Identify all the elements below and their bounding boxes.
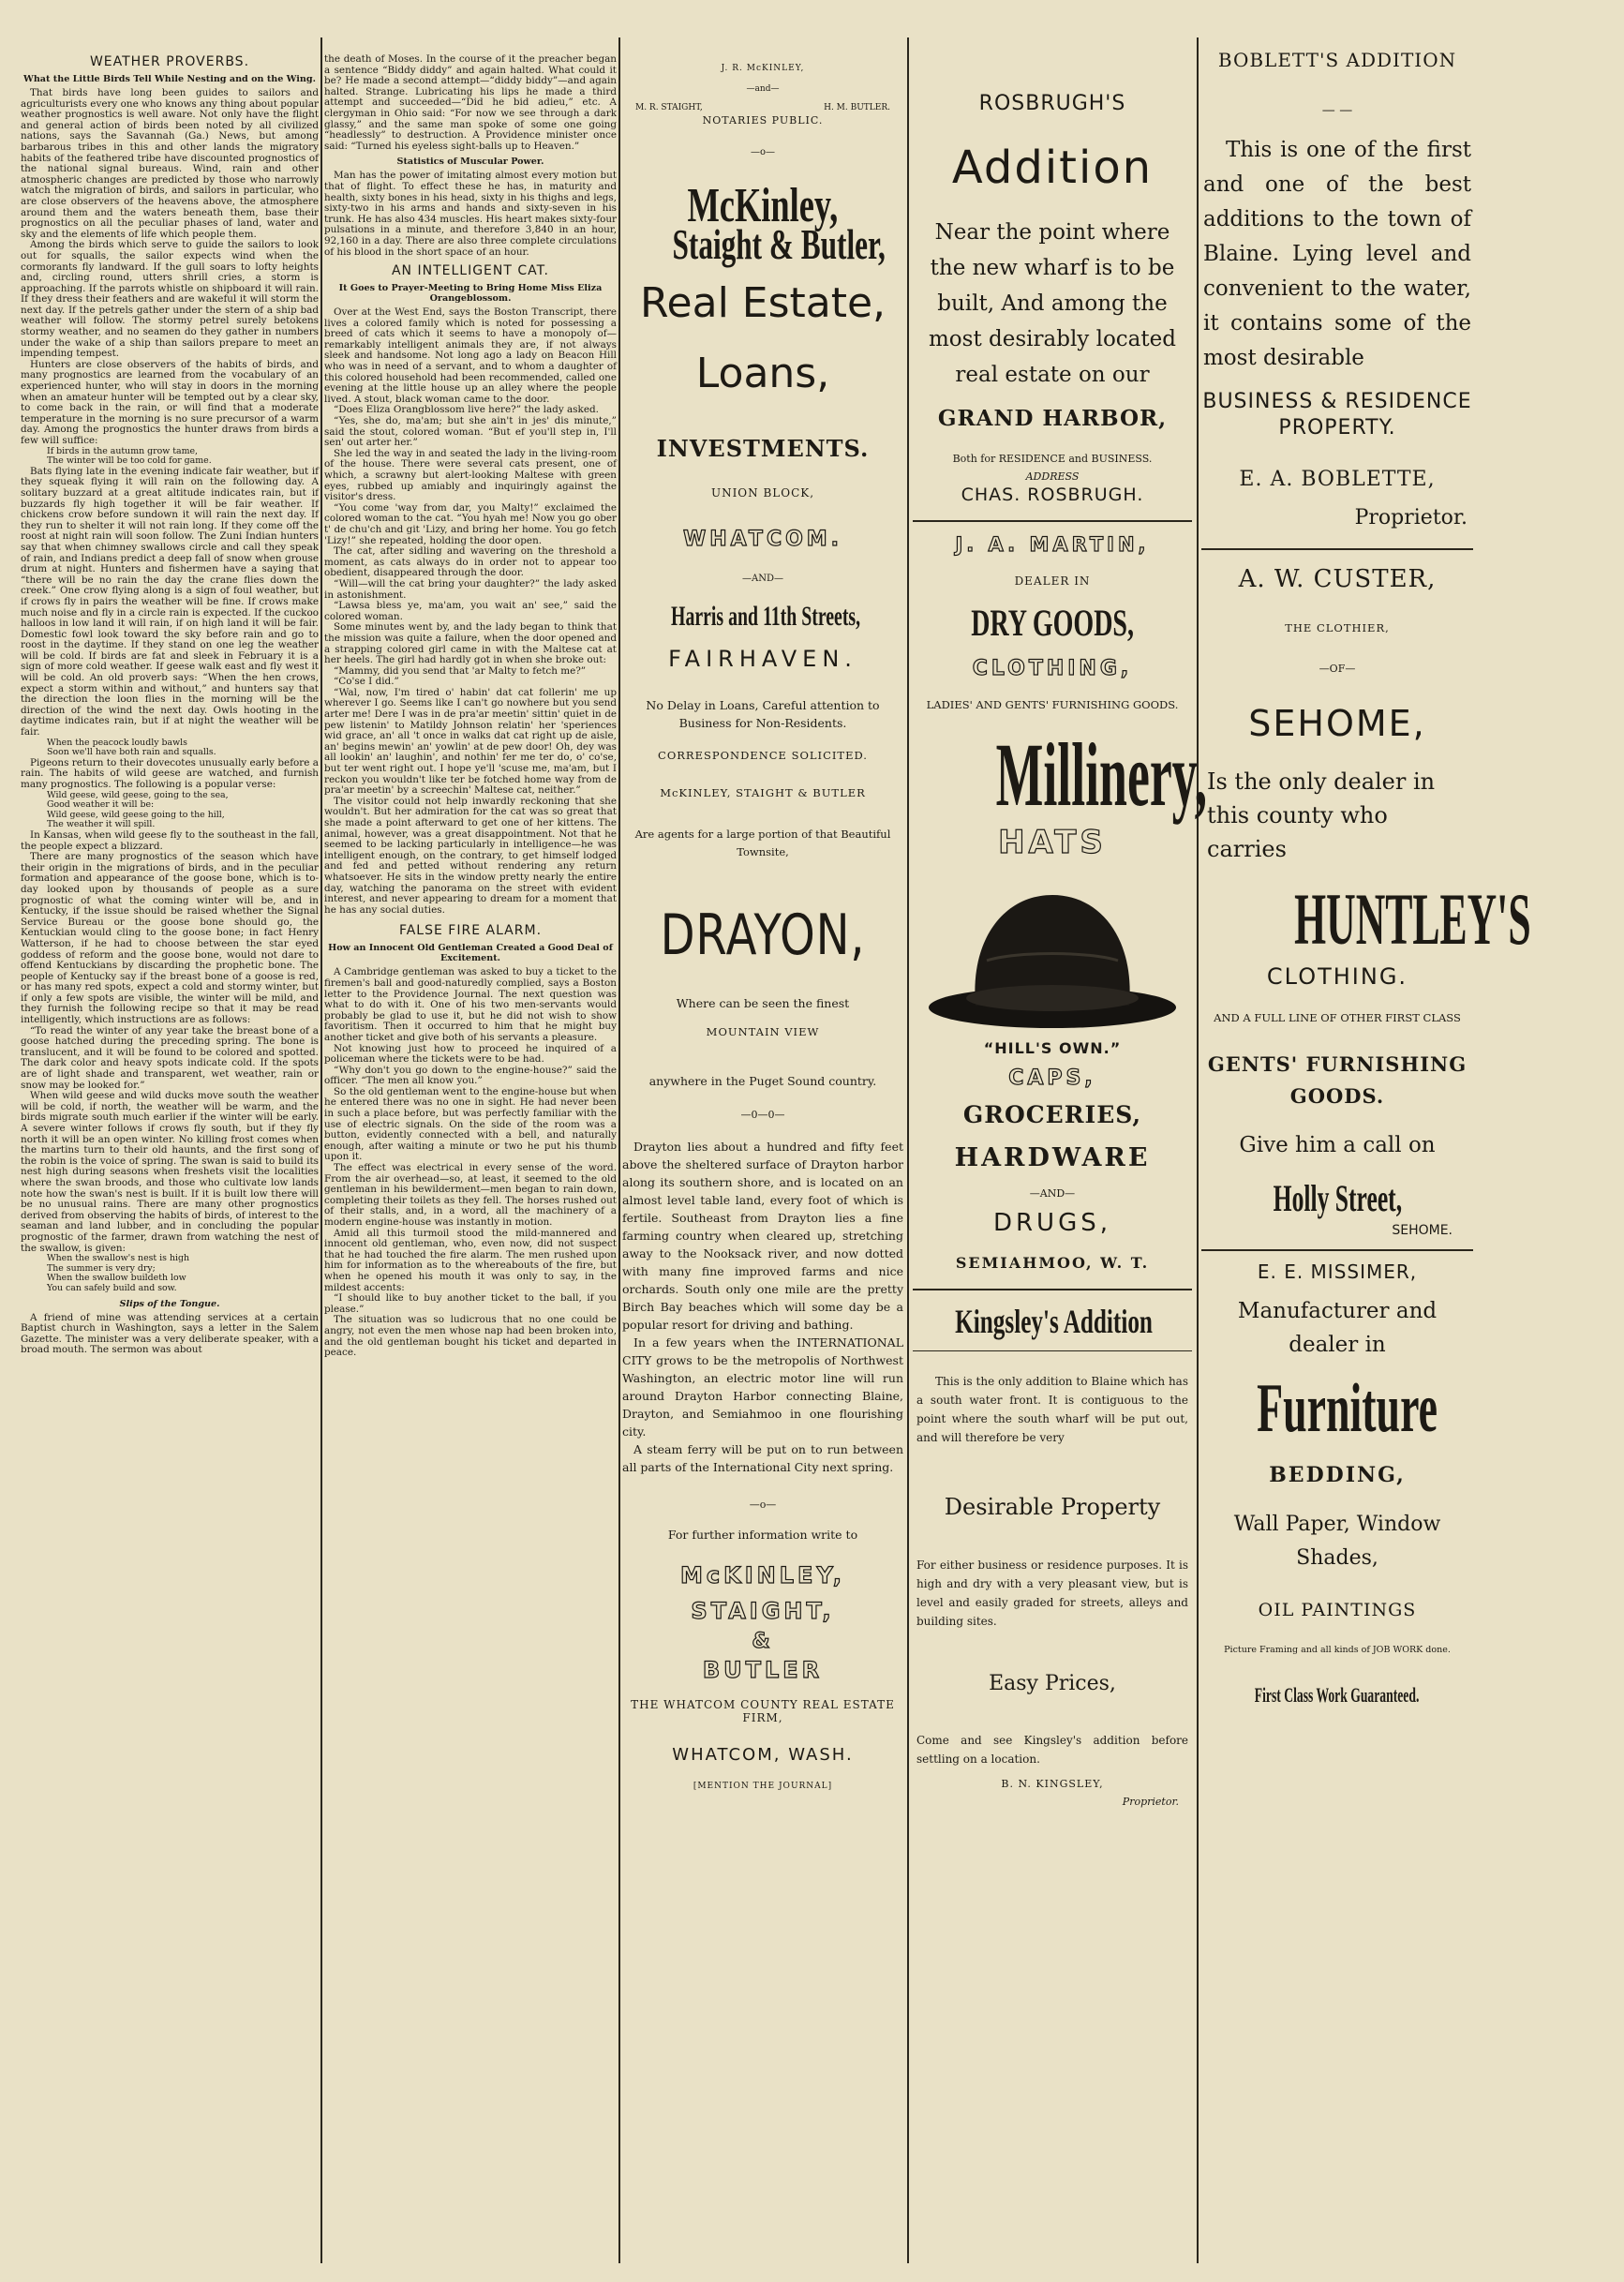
paragraph: She led the way in and seated the lady in the living-room of the house. There were several cats present, one of which, a scrawny but alert-looking Maltese with green eyes, rubbed up amiably and inquiringly against the visitor's dress. xyxy=(324,447,617,503)
divider xyxy=(1201,1249,1473,1251)
paragraph: That birds have long been guides to sailors and agriculturists every one who knows any thing about popular weather prognostics is well aware. Not only have the flight and general action of birds been noted by all civilized nations, says the Savannah (Ga.) News, but among barbarous tribes in this and other lands the migratory habits of the feathered tribe have discounted prognostics of the national signal bureaus. Wind, rain and other atmospheric changes are predicted by those who narrowly watch the migration of birds, and sailors in particular, who are close observers of the heavens above, the atmosphere around them and the waters beneath them, base their prognostics on all the peculiar phases of land, water and sky and the elements of life which people them. xyxy=(21,87,319,240)
property-heading: BUSINESS & RESIDENCE PROPERTY. xyxy=(1202,390,1472,440)
ads-column-5 xyxy=(1201,0,1531,2282)
divider xyxy=(913,1350,1192,1351)
notice: THE CLOTHIER, xyxy=(1285,621,1390,634)
desirable-heading: Desirable Property xyxy=(944,1494,1161,1520)
firm-name: Staight & Butler, xyxy=(672,220,886,268)
firm-name: McKinley, xyxy=(687,179,839,232)
notice: MOUNTAIN VIEW xyxy=(706,1025,820,1038)
location: SEMIAHMOO, W. T. xyxy=(955,1254,1150,1272)
merchant-name: E. E. MISSIMER, xyxy=(1257,1260,1418,1283)
verse: When the peacock loudly bawls Soon we'll have both rain and squalls. xyxy=(47,737,216,758)
article-subtitle: It Goes to Prayer-Meeting to Bring Home Miss Eliza Orangeblossom. xyxy=(338,283,603,305)
article-title: WEATHER PROVERBS. xyxy=(89,54,250,69)
paragraph: Not knowing just how to proceed he inquired of a policeman where the tickets were to be had. xyxy=(324,1042,617,1066)
millinery-heading: Millinery, xyxy=(995,724,1208,825)
notice: Give him a call on xyxy=(1239,1133,1436,1157)
ads-column-4 xyxy=(913,0,1208,2282)
product-heading: OIL PAINTINGS xyxy=(1258,1600,1417,1620)
article-title: FALSE FIRE ALARM. xyxy=(398,923,543,939)
notice: Are agents for a large portion of that Beautiful Townsite, xyxy=(634,828,891,858)
partner-name: H. M. BUTLER. xyxy=(824,103,890,112)
paragraph: This is one of the first and one of the best additions to the town of Blaine. Lying level and convenient to the water, it contains some of the most desirable xyxy=(1203,138,1471,370)
real-estate-heading: Real Estate, xyxy=(639,279,886,327)
column-rule xyxy=(320,37,322,2263)
paragraph: “Will—will the cat bring your daughter?” the lady asked in astonishment. xyxy=(324,577,617,601)
product-heading: Wall Paper, Window Shades, xyxy=(1233,1513,1441,1570)
paragraph: Amid all this turmoil stood the mild-mannered and innocent old gentleman, who, even now, did not suspect that he had touched the fire alarm. The men rushed upon him for information as to the whereabouts of the fire, but when he opened his mouth it was only to say, in the mildest accents: xyxy=(324,1227,617,1293)
firm-description: THE WHATCOM COUNTY REAL ESTATE FIRM, xyxy=(631,1698,895,1724)
paragraph: “Co'se I did.” xyxy=(334,676,399,688)
proprietor-label: Proprietor. xyxy=(1122,1796,1179,1808)
notice: Where can be seen the finest xyxy=(676,996,850,1010)
hat-brand: “HILL'S OWN.” xyxy=(983,1039,1122,1057)
contact-name: E. A. BOBLETTE, xyxy=(1239,468,1436,491)
investments-heading: INVESTMENTS. xyxy=(656,435,870,462)
kingsley-title: Kingsley's Addition xyxy=(955,1303,1153,1340)
paragraph: The effect was electrical in every sense of the word. From the air overhead—so, at least, it seemed to the old gentleman in his bewilderment—men began to rain down, completing their toilets as they fell. The horses rushed out of their stalls, and, in a word, all the machinery of a modern engine-house was instantly in motion. xyxy=(324,1162,617,1228)
column-rule xyxy=(1197,37,1199,2263)
notice: LADIES' AND GENTS' FURNISHING GOODS. xyxy=(926,698,1179,711)
paragraph: Come and see Kingsley's addition before settling on a location. xyxy=(916,1734,1188,1766)
address-label: ADDRESS xyxy=(1025,470,1080,483)
paragraph: “To read the winter of any year take the breast bone of a goose hatched during the preceding spring. The bone is translucent, and it will be found to be colored and spotted. The dark color and heavy spots indicate cold. If the spots are of light shade and transparent, wet weather, rain or snow may be looked for.” xyxy=(21,1024,319,1091)
rosbrugh-title: ROSBRUGH'S xyxy=(978,92,1126,115)
notice: DEALER IN xyxy=(1014,574,1091,588)
firm-name: BUTLER xyxy=(702,1657,824,1683)
partners-row xyxy=(622,103,903,112)
street-name: Holly Street, xyxy=(1273,1177,1402,1219)
paragraph: “Why don't you go down to the engine-house?” said the officer. “The men all know you.” xyxy=(324,1064,617,1087)
paragraph: The situation was so ludicrous that no one could be angry, not even the men whose nap had been broken into, and the old gentleman bought his ticket and departed in peace. xyxy=(324,1314,617,1359)
article-title: Slips of the Tongue. xyxy=(119,1298,220,1309)
notice: CORRESPONDENCE SOLICITED. xyxy=(658,749,868,762)
notice: AND A FULL LINE OF OTHER FIRST CLASS xyxy=(1214,1011,1461,1024)
ampersand: & xyxy=(752,1630,774,1653)
notice: [MENTION THE JOURNAL] xyxy=(693,1782,833,1791)
loans-heading: Loans, xyxy=(695,350,830,397)
verse: When the swallow's nest is high The summer is very dry; When the swallow buildeth low You can safely build and sow. xyxy=(47,1253,190,1293)
article-weather-proverbs xyxy=(21,0,319,2282)
paragraph: In Kansas, when wild geese fly to the southeast in the fall, the people expect a blizzard. xyxy=(21,828,319,852)
separator: —0—0— xyxy=(740,1109,785,1121)
address: UNION BLOCK, xyxy=(710,486,815,500)
paragraph: the death of Moses. In the course of it the preacher began a sentence “Biddy diddy” and again halted. What could it be? He made a second attempt—“diddy biddy”—and again halted. Strange. Lubricating his lips he made a third attempt and succeeded—“Did he bid adieu,” etc. A clergyman in Ohio said: “For now we see through a dark glassy,” and the same man spoke of some one going “headlessly” to destruction. A Providence minister once said: “Turned his eyeless sight-balls up to Heaven.” xyxy=(324,53,617,152)
city-name: SEHOME. xyxy=(1392,1223,1453,1238)
townsite-name: DRAYON, xyxy=(660,902,866,968)
product-heading: CAPS, xyxy=(1008,1066,1096,1090)
gents-heading: GENTS' FURNISHING GOODS. xyxy=(1207,1052,1468,1108)
partner-name: J. R. McKINLEY, xyxy=(721,64,805,73)
product-heading: DRUGS, xyxy=(992,1209,1112,1237)
firm-name: McKINLEY, xyxy=(680,1562,845,1588)
city-name: SEHOME, xyxy=(1248,703,1426,744)
hats-heading: HATS xyxy=(998,824,1107,861)
bowler-hat-icon xyxy=(913,874,1192,1037)
notice: Picture Framing and all kinds of JOB WORK done. xyxy=(1224,1645,1451,1655)
notaries-label: NOTARIES PUBLIC. xyxy=(702,114,824,127)
paragraph: A steam ferry will be put on to run between all parts of the International City next spring. xyxy=(622,1442,903,1474)
prices-heading: Easy Prices, xyxy=(989,1672,1116,1695)
divider xyxy=(1201,548,1473,550)
paragraph: There are many prognostics of the season which have their origin in the migrations of birds, and in the peculiar formation and appearance of the goose bone, which is to-day looked upon by thousands of people as a sure prognostic of what the coming winter will be, and in Kentucky, if the issue should be raised whether the Signal Service Bureau or the goose bone should go, the Kentuckian would cling to the goose bone; in fact Henry Watterson, if he had to choose between the star eyed goddess of reform and the goose bone, would not dare to offend Kentuckians by discarding the prophetic bone. The people of Kentucky say if the breast bone of a goose is red, or has many red spots, expect a cold and stormy winter, but if only a few spots are visible, the winter will be mild, and they furnish the following recipe so that it may be read intelligently, which instructions are as follows: xyxy=(21,851,319,1026)
paragraph: “Does Eliza Orangblossom live here?” the lady asked. xyxy=(334,404,599,416)
notice: No Delay in Loans, Careful attention to Business for Non-Residents. xyxy=(646,698,880,730)
city-name: WHATCOM. xyxy=(682,528,843,551)
product-heading: CLOTHING, xyxy=(972,657,1133,680)
paragraph: Pigeons return to their dovecotes unusually early before a rain. The habits of wild geese are watched, and furnish many prognostics. The following is a popular verse: xyxy=(21,756,319,790)
huntley-heading: HUNTLEY'S xyxy=(1294,878,1531,960)
articles-column-2 xyxy=(324,0,617,2282)
notice: First Class Work Guaranteed. xyxy=(1255,1683,1420,1707)
separator: —AND— xyxy=(742,574,783,584)
addition-heading: Addition xyxy=(951,142,1154,194)
firm-name: STAIGHT, xyxy=(691,1598,835,1624)
furniture-heading: Furniture xyxy=(1257,1370,1438,1447)
merchant-name: J. A. MARTIN, xyxy=(955,533,1150,556)
product-heading: DRY GOODS, xyxy=(971,602,1134,644)
paragraph: A friend of mine was attending services at a certain Baptist church in Washington, says a letter in the Salem Gazette. The minister was a very deliberate speaker, with a broad mouth. The sermon was about xyxy=(21,1311,319,1356)
paragraph: Hunters are close observers of the habits of birds, and many prognostics are learned from the vocabulary of an experienced hunter, who will stay in doors in the morning when an amateur hunter will be tempted out by a clear sky, to come back in the rain, or will find that a moderate temperature in the morning is no sure precursor of a warm day. Among the prognostics the hunter draws from birds a few will suffice: xyxy=(21,358,319,446)
notice: Both for RESIDENCE and BUSINESS. xyxy=(952,453,1153,465)
partner-name: M. R. STAIGHT, xyxy=(635,103,703,112)
notice: For further information write to xyxy=(667,1528,858,1542)
paragraph: Among the birds which serve to guide the sailors to look out for squalls, the sailor expects wind when the cormorants fly landward. If the gull soars to lofty heights and, circling round, utters shrill cries, a storm is approaching. If the parrots whistle on shipboard it will rain. If they dress their feathers and are wakeful it will storm the next day. If the petrels gather under the stern of a ship bad weather will follow. The stormy petrel surely betokens stormy weather, and no seamen do they gather in numbers under the wake of a ship than sailors prepare to meet an impending tempest. xyxy=(21,239,319,360)
paragraph: A Cambridge gentleman was asked to buy a ticket to the firemen's ball and good-naturedly complied, says a Boston letter to the Providence Journal. The next question was what to do with it. One of his two men-servants would probably be glad to use it, but he did not wish to show favoritism. Then it occurred to him that he might buy another ticket and give both of his servants a pleasure. xyxy=(324,966,617,1043)
article-title: Statistics of Muscular Power. xyxy=(396,157,544,168)
paragraph: Drayton lies about a hundred and fifty feet above the sheltered surface of Drayton harbor along its southern shore, and is located on an almost level table land, every foot of which is fertile. Southeast from Drayton lies a fine farming country when cleared up, stretching away to the Nooksack river, and now dotted with many fine improved farms and nice orchards. South only one mile are the pretty Birch Bay beaches which will some day be a popular resort for driving and bathing. xyxy=(622,1140,903,1332)
separator: —OF— xyxy=(1319,663,1356,675)
paragraph: When wild geese and wild ducks move south the weather will be cold, if north, the weather will be warm, and the birds migrate south much earlier if the winter will be early. A severe winter follows if crows fly south, but if they fly north it will be an open winter. No killing frost comes when the martins turn to their old haunts, and the first song of the robin is the voice of spring. The swan is said to build its nest high during seasons when freshets visit the localities where the swan broods, and those who cultivate low lands note how the swan's nest is built. If it is built low there will be no unusual rains. There are many other prognostics derived from observing the habits of birds, of interest to the seaman and land lubber, and in concluding the popular prognostic of the farmer, drawn from watching the nest of the swallow, is given: xyxy=(21,1090,319,1254)
notice: Is the only dealer in this county who carries xyxy=(1207,768,1436,862)
notice: Manufacturer and dealer in xyxy=(1237,1299,1438,1357)
paragraph: Man has the power of imitating almost every motion but that of flight. To effect these he has, in maturity and health, sixty bones in his head, sixty in his thighs and legs, sixty-two in his arms and hands and sixty-seven in his trunk. He has also 434 muscles. His heart makes sixty-four pulsations in a minute, and therefore 3,840 in an hour, 92,160 in a day. There are also three complete circulations of his blood in the short space of an hour. xyxy=(324,170,617,258)
column-rule xyxy=(907,37,909,2263)
contact-name: CHAS. ROSBRUGH. xyxy=(961,485,1144,505)
paragraph: Bats flying late in the evening indicate fair weather, but if they squeak flying it will rain on the following day. A solitary buzzard at a great altitude indicates rain, but if buzzards fly high together it will be fair weather. If chickens crow before sundown it will rain the next day. If they run to shelter it will not rain long. If they come off the roost at night rain will soon follow. The Zuni Indian hunters say that when chimney swallows circle and call they speak of rain, and Indians predict a deep fall of snow when grouse drum at night. Hunters and fishermen have a saying that “there will be no rain the day the crane flies down the creek.” One crow flying along is a sign of foul weather, but if crows fly in pairs the weather will be fine. If crows make much noise and fly in a circle rain is expected. If the cuckoo halloos in low land it will rain, if on high land it will be fair. Domestic fowl look toward the sky before rain and go to roost in the daytime. If they stand on one leg the weather will be cold. If birds are fat and sleek in February it is a sign of more cold weather. If geese walk east and fly west it will be cold. An old proverb says: “When the hen crows, expect a storm within and without,” and hunters say that the direction the loon flies in the morning will be the direction of the wind the next day. Owls hooting in the daytime indicates rain, but if at night the weather will be fair. xyxy=(21,465,319,738)
paragraph: “I should like to buy another ticket to the ball, if you please.” xyxy=(324,1292,617,1315)
separator: —AND— xyxy=(1029,1187,1076,1200)
paragraph: In a few years when the INTERNATIONAL CITY grows to be the metropolis of Northwest Washington, an electric motor line will run around Drayton Harbor connecting Blaine, Drayton, and Semiahmoo in one flourishing city. xyxy=(622,1335,903,1439)
proprietor-label: Proprietor. xyxy=(1354,506,1468,529)
separator: — — xyxy=(1321,103,1353,118)
paragraph: Over at the West End, says the Boston Transcript, there lives a colored family which is noted for possessing a breed of cats which it seems to have a monopoly of—remarkably intelligent animals they are, if not always sleek and handsome. Not long ago a lady on Beacon Hill who was in need of a servant, and to whom a daughter of this colored household had been recommended, called one evening at the little house up an alley where the people lived. A stout, black woman came to the door. xyxy=(324,306,617,405)
column-rule xyxy=(618,37,620,2263)
paragraph: “You come 'way from dar, you Malty!” exclaimed the colored woman to the cat. “You hyah me! Now you go ober t' de chu'ch and git 'Lizy, and bring her home. You go fetch 'Lizy!” she repeated, holding the door open. xyxy=(324,501,617,546)
paragraph: “Mammy, did you send that 'ar Malty to fetch me?” xyxy=(334,664,587,677)
product-heading: GROCERIES, xyxy=(962,1101,1142,1128)
article-subtitle: How an Innocent Old Gentleman Created a Good Deal of Excitement. xyxy=(328,943,613,964)
ad-mckinley-staight-butler xyxy=(622,0,903,2282)
product-heading: HARDWARE xyxy=(954,1143,1151,1172)
divider xyxy=(913,520,1192,522)
article-title: AN INTELLIGENT CAT. xyxy=(391,263,549,279)
clothing-heading: CLOTHING. xyxy=(1266,963,1408,990)
verse: If birds in the autumn grow tame, The winter will be too cold for game. xyxy=(47,445,212,467)
firm-name: McKINLEY, STAIGHT & BUTLER xyxy=(660,786,866,799)
verse: Wild geese, wild geese, going to the sea, Good weather it will be: Wild geese, wild geese going to the hill, The weather it will spill. xyxy=(47,789,229,830)
grand-harbor: GRAND HARBOR, xyxy=(937,406,1168,431)
separator: —o— xyxy=(750,147,776,157)
product-heading: BEDDING, xyxy=(1269,1463,1406,1487)
rosbrugh-text: Near the point where the new wharf is to be built, And among the most desirably located real estate on our xyxy=(929,220,1176,387)
boblett-title: BOBLETT'S ADDITION xyxy=(1217,49,1457,71)
paragraph: Some minutes went by, and the lady began to think that the mission was quite a failure, when the door opened and a strapping colored girl came in with the Maltese cat at her heels. The girl had hardly got in when she broke out: xyxy=(324,621,617,666)
separator: —o— xyxy=(749,1499,777,1511)
paragraph: This is the only addition to Blaine which has a south water front. It is contiguous to the point where the south wharf will be put out, and will therefore be very xyxy=(916,1375,1188,1444)
city-name: WHATCOM, WASH. xyxy=(672,1745,854,1765)
article-subtitle: What the Little Birds Tell While Nesting and on the Wing. xyxy=(23,74,316,84)
merchant-name: A. W. CUSTER, xyxy=(1238,565,1437,593)
paragraph: “Yes, she do, ma'am; but she ain't in jes' dis minute,” said the stout, colored woman. “But ef you'll step in, I'll sen' out arter her.” xyxy=(324,415,617,449)
notice: anywhere in the Puget Sound country. xyxy=(648,1074,877,1088)
paragraph: For either business or residence purposes. It is high and dry with a very pleasant view, but is level and easily graded for streets, alleys and building sites. xyxy=(916,1559,1188,1628)
paragraph: “Wal, now, I'm tired o' habin' dat cat follerin' me up wherever I go. Seems like I can't go nowhere but you send arter me! Dere I was in de pra'ar meetin' sittin' quiet in de pew listenin' to Matildy Johnson relatin' her 'speriences wid grace, an' all 't once in walks dat cat right up de aisle, an' begins mewin' an' yowlin' at de pew door! Oh, dey was all lookin' an' laughin', and nothin' fer me ter do, o' co'se, but ter went right out. I hope ye'll 'scuse me, ma'am, but I reckon you wouldn't like ter be fotched home way from de pra'ar meetin' by a screechin' Maltese cat, neither.” xyxy=(324,686,617,797)
paragraph: “Lawsa bless ye, ma'am, you wait an' see,” said the colored woman. xyxy=(324,600,617,622)
paragraph: The cat, after sidling and wavering on the threshold a moment, as cats always do in order not to appear too obedient, disappeared through the door. xyxy=(324,545,617,579)
address: Harris and 11th Streets, xyxy=(671,601,861,632)
city-name: FAIRHAVEN. xyxy=(668,646,857,672)
paragraph: So the old gentleman went to the engine-house but when he entered there was no one in sight. He had never been in such a place before, but was perfectly familiar with the use of electric signals. On the side of the room was a button, evidently connected with a bell, and naturally enough, after waiting a minute or two he put his thumb upon it. xyxy=(324,1085,617,1163)
paragraph: The visitor could not help inwardly reckoning that she wouldn't. But her admiration for the cat was so great that she made a point afterward to get one of her kittens. The animal, however, was a great disappointment. Not that he seemed to be lacking particularly in intelligence—he was intelligent enough, on the contrary, to get himself lodged and fed and petted without rendering any return whatsoever. He sits in the window pretty nearly the entire day, watching the panorama on the street with evident interest, and never appearing to dream for a moment that he has any social duties. xyxy=(324,795,617,916)
divider xyxy=(913,1289,1192,1290)
separator: —and— xyxy=(746,84,780,94)
contact-name: B. N. KINGSLEY, xyxy=(1001,1778,1104,1790)
